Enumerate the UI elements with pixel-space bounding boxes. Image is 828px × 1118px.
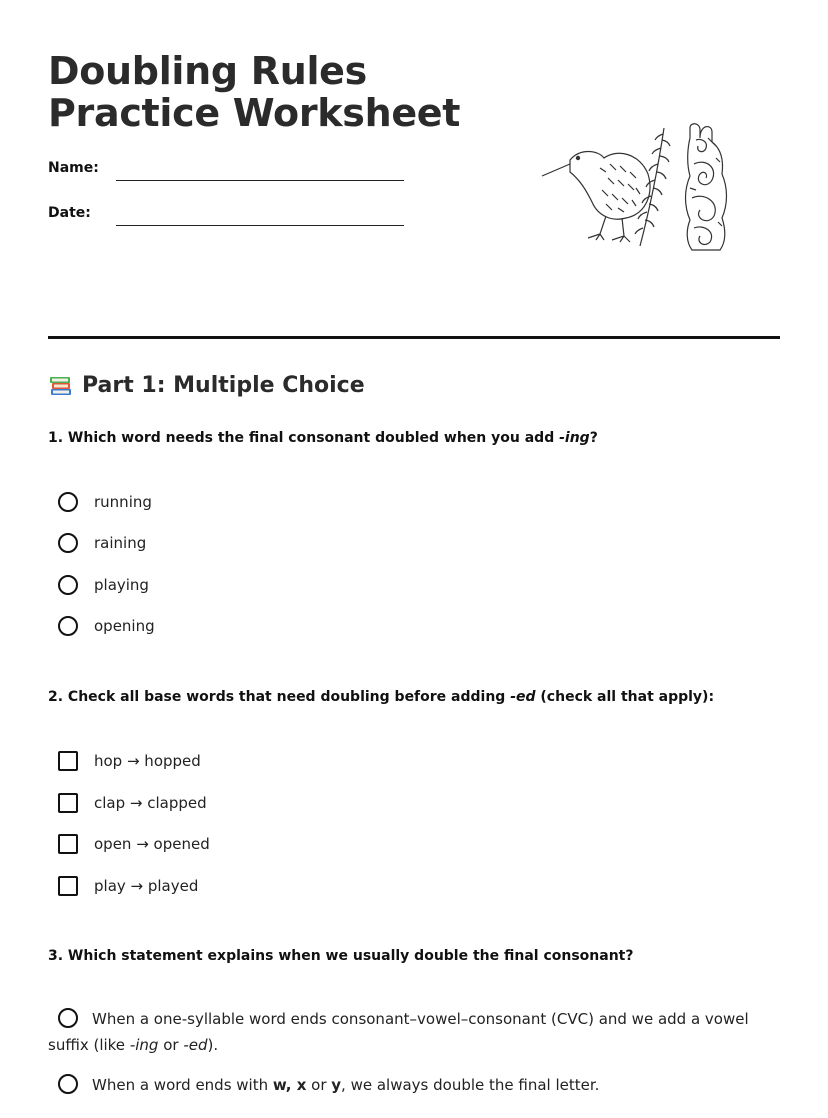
q2-option-open[interactable]: open → opened [58,834,210,854]
checkbox[interactable] [58,834,78,854]
checkbox[interactable] [58,876,78,896]
kiwi-and-carving-illustration [540,118,740,258]
checkbox[interactable] [58,751,78,771]
q2-option-hop[interactable]: hop → hopped [58,751,201,771]
part1-heading [48,372,365,398]
fern-icon [635,128,670,246]
question-1: 1. Which word needs the final consonant doubled when you add -ing? [48,430,598,446]
radio-button[interactable] [58,616,78,636]
name-field[interactable] [116,180,404,181]
q1-option-opening[interactable]: opening [58,616,155,636]
radio-button[interactable] [58,1008,78,1028]
date-field[interactable] [116,225,404,226]
checkbox[interactable] [58,793,78,813]
carved-pou-icon [686,124,727,250]
date-label: Date: [48,205,91,221]
name-label: Name: [48,160,99,176]
part1-title: Part 1: Multiple Choice [82,372,365,398]
page-title: Doubling Rules Practice Worksheet [48,49,461,135]
question-3: 3. Which statement explains when we usually double the final consonant? [48,948,634,964]
q3-option-cvc[interactable]: When a one-syllable word ends consonant–vowel–consonant (CVC) and we add a vowel suffix (like -ing or -ed). [48,1006,780,1058]
radio-button[interactable] [58,492,78,512]
section-divider [48,336,780,339]
kiwi-bird-icon [542,152,650,243]
radio-button[interactable] [58,533,78,553]
books-icon [48,372,74,398]
radio-button[interactable] [58,575,78,595]
q2-option-clap[interactable]: clap → clapped [58,793,207,813]
q2-option-play[interactable]: play → played [58,876,198,896]
q1-option-raining[interactable]: raining [58,533,146,553]
q1-option-running[interactable]: running [58,492,152,512]
radio-button[interactable] [58,1074,78,1094]
q1-option-playing[interactable]: playing [58,575,149,595]
question-2: 2. Check all base words that need doubling before adding -ed (check all that apply): [48,689,715,705]
q3-option-wxy[interactable]: When a word ends with w, x or y, we always double the final letter. [48,1072,780,1098]
